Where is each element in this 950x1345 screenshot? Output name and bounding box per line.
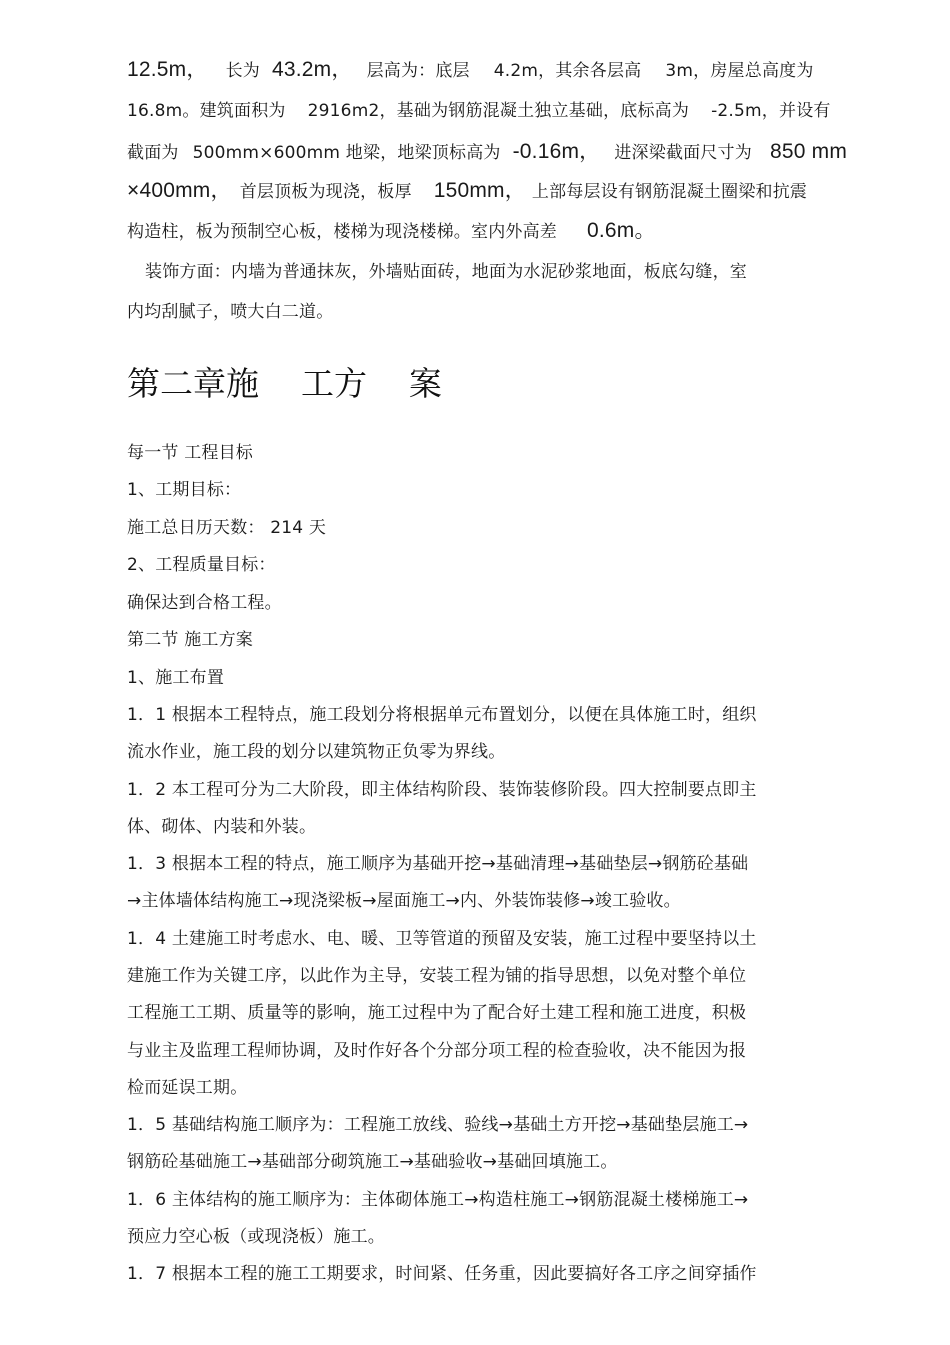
body-line: 1、工期目标： (127, 480, 242, 500)
body-line: 确保达到合格工程。 (127, 593, 282, 613)
body-line: 1．2 本工程可分为二大阶段，即主体结构阶段、装饰装修阶段。四大控制要点即主 (127, 780, 757, 800)
intro-line-4 (127, 179, 807, 204)
body-line: 1．5 基础结构施工顺序为：工程施工放线、验线→基础土方开挖→基础垫层施工→ (127, 1115, 749, 1135)
text-run: -2.5m，并设有 (711, 101, 831, 121)
body-line: 1．3 根据本工程的特点，施工顺序为基础开挖→基础清理→基础垫层→钢筋砼基础 (127, 854, 749, 874)
text-run: 150mm， (433, 179, 526, 202)
intro-line-3 (127, 140, 847, 165)
chapter-title: 第二章施 工方 案 (127, 364, 442, 403)
body-line: 2、工程质量目标： (127, 555, 276, 575)
body-line: 1．4 土建施工时考虑水、电、暖、卫等管道的预留及安装，施工过程中要坚持以土 (127, 929, 757, 949)
text-run: 进深梁截面尺寸为 (614, 143, 752, 163)
body-line: 钢筋砼基础施工→基础部分砌筑施工→基础验收→基础回填施工。 (127, 1152, 618, 1172)
intro-line-7: 内均刮腻子，喷大白二道。 (127, 302, 334, 322)
text-run: 43.2m， (271, 58, 353, 81)
body-line: 流水作业，施工段的划分以建筑物正负零为界线。 (127, 742, 506, 762)
body-line: 建施工作为关键工序，以此作为主导，安装工程为铺的指导思想，以免对整个单位 (127, 966, 747, 986)
intro-line-2 (127, 99, 831, 123)
body-line: 施工总日历天数： 214 天 (127, 518, 327, 538)
intro-line-6: 装饰方面：内墙为普通抹灰，外墙贴面砖，地面为水泥砂浆地面，板底勾缝，室 (145, 262, 747, 282)
text-run: 500mm×600mm 地梁，地梁顶标高为 (192, 143, 501, 163)
text-run: 长为 (225, 61, 260, 81)
text-run: -0.16m， (512, 140, 601, 163)
text-run: 2916m2，基础为钢筋混凝土独立基础，底标高为 (307, 101, 690, 121)
body-line: →主体墙体结构施工→现浇梁板→屋面施工→内、外装饰装修→竣工验收。 (127, 891, 681, 911)
body-line: 体、砌体、内装和外装。 (127, 817, 317, 837)
body-line: 1．1 根据本工程特点，施工段划分将根据单元布置划分，以便在具体施工时，组织 (127, 705, 757, 725)
text-run: 上部每层设有钢筋混凝土圈梁和抗震 (531, 182, 808, 202)
body-line: 工程施工工期、质量等的影响，施工过程中为了配合好土建工程和施工进度，积极 (127, 1003, 747, 1023)
intro-line-5 (127, 219, 656, 244)
text-run: 构造柱，板为预制空心板，楼梯为现浇楼梯。室内外高差 (127, 222, 557, 242)
body-line: 1．7 根据本工程的施工工期要求，时间紧、任务重，因此要搞好各工序之间穿插作 (127, 1264, 757, 1284)
text-run: 4.2m，其余各层高 (493, 61, 642, 81)
text-run: 首层顶板为现浇，板厚 (239, 182, 412, 202)
body-line: 与业主及监理工程师协调，及时作好各个分部分项工程的检查验收，决不能因为报 (127, 1041, 747, 1061)
body-line: 1、施工布置 (127, 668, 225, 688)
text-run: 截面为 (127, 143, 179, 163)
text-run: 0.6m。 (587, 219, 656, 242)
text-run: ×400mm， (127, 179, 232, 202)
body-line: 预应力空心板（或现浇板）施工。 (127, 1227, 385, 1247)
body-line: 1．6 主体结构的施工顺序为：主体砌体施工→构造柱施工→钢筋混凝土楼梯施工→ (127, 1190, 749, 1210)
text-run: 3m，房屋总高度为 (665, 61, 814, 81)
intro-line-1 (127, 58, 814, 83)
section-heading: 第二节 施工方案 (127, 630, 254, 650)
text-run: 层高为：底层 (366, 61, 470, 81)
text-run: 12.5m， (127, 58, 208, 81)
text-run: 16.8m。建筑面积为 (127, 101, 286, 121)
text-run: 850 mm (769, 140, 848, 163)
section-heading: 每一节 工程目标 (127, 443, 254, 463)
body-line: 检而延误工期。 (127, 1078, 248, 1098)
